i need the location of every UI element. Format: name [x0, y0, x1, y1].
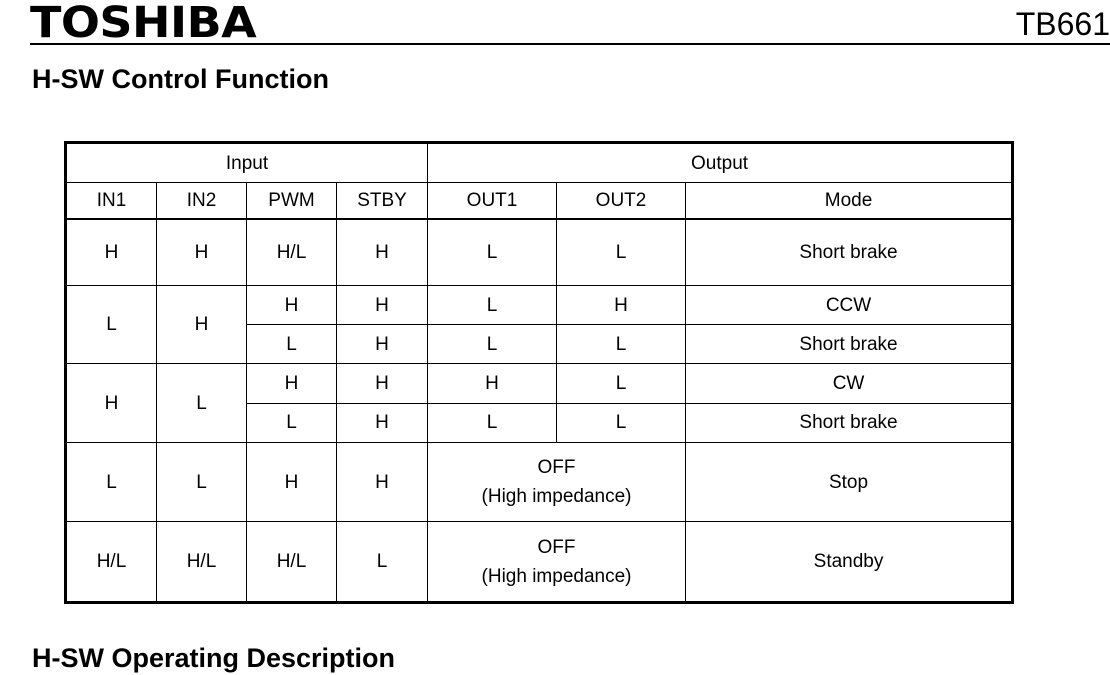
cell-stby: H: [337, 364, 428, 403]
cell-pwm: H/L: [247, 522, 337, 603]
cell-pwm: H/L: [247, 219, 337, 285]
cell-pwm: H: [247, 442, 337, 522]
col-header-stby: STBY: [337, 183, 428, 220]
cell-stby: L: [337, 522, 428, 603]
table-row: [66, 364, 1013, 403]
cell-out1: L: [428, 325, 557, 364]
col-header-in2: IN2: [157, 183, 247, 220]
cell-out1: L: [428, 285, 557, 324]
cell-pwm: L: [247, 403, 337, 442]
cell-out2: H: [557, 285, 686, 324]
cell-in2: H: [157, 219, 247, 285]
cell-in1: L: [66, 442, 157, 522]
cell-mode: Short brake: [686, 403, 1013, 442]
input-group-header: Input: [66, 143, 428, 183]
col-header-mode: Mode: [686, 183, 1013, 220]
output-state-line2: (High impedance): [481, 486, 632, 508]
cell-out1: H: [428, 364, 557, 403]
cell-in1: H: [66, 219, 157, 285]
cell-stby: H: [337, 219, 428, 285]
col-header-out2: OUT2: [557, 183, 686, 220]
table-row: [66, 522, 1013, 603]
next-section-title: H-SW Operating Description: [32, 643, 396, 673]
table-group-header: [66, 143, 1013, 183]
cell-pwm: H: [247, 364, 337, 403]
cell-in1: H/L: [66, 522, 157, 603]
cell-in1: H: [66, 364, 157, 443]
cell-stby: H: [337, 403, 428, 442]
cell-mode: CW: [686, 364, 1013, 403]
cell-pwm: L: [247, 325, 337, 364]
cell-output-state: [428, 442, 686, 522]
cell-mode: Short brake: [686, 219, 1013, 285]
output-state-line2: (High impedance): [481, 565, 632, 587]
table-row: [66, 219, 1013, 285]
cell-out2: L: [557, 403, 686, 442]
col-header-in1: IN1: [66, 183, 157, 220]
cell-stby: H: [337, 442, 428, 522]
cell-pwm: H: [247, 285, 337, 324]
table-row: [66, 442, 1013, 522]
cell-mode: CCW: [686, 285, 1013, 324]
output-group-header: Output: [428, 143, 1013, 183]
control-function-table: [64, 141, 1014, 604]
col-header-pwm: PWM: [247, 183, 337, 220]
output-state-line1: OFF: [537, 536, 576, 558]
cell-out2: L: [557, 219, 686, 285]
section-title: H-SW Control Function: [32, 64, 329, 94]
table-row: [66, 285, 1013, 324]
header-rule: [30, 43, 1110, 45]
cell-out2: L: [557, 325, 686, 364]
cell-in1: L: [66, 285, 157, 364]
cell-out1: L: [428, 403, 557, 442]
cell-mode: Standby: [686, 522, 1013, 603]
cell-mode: Stop: [686, 442, 1013, 522]
cell-mode: Short brake: [686, 325, 1013, 364]
cell-in2: L: [157, 364, 247, 443]
toshiba-logo: TOSHIBA: [30, 0, 257, 48]
cell-out2: L: [557, 364, 686, 403]
cell-in2: H: [157, 285, 247, 364]
cell-output-state: [428, 522, 686, 603]
cell-in2: L: [157, 442, 247, 522]
cell-stby: H: [337, 325, 428, 364]
cell-in2: H/L: [157, 522, 247, 603]
table-column-header: [66, 183, 1013, 220]
col-header-out1: OUT1: [428, 183, 557, 220]
document-code: TB661: [1015, 6, 1110, 42]
output-state-line1: OFF: [537, 457, 576, 479]
cell-out1: L: [428, 219, 557, 285]
cell-stby: H: [337, 285, 428, 324]
